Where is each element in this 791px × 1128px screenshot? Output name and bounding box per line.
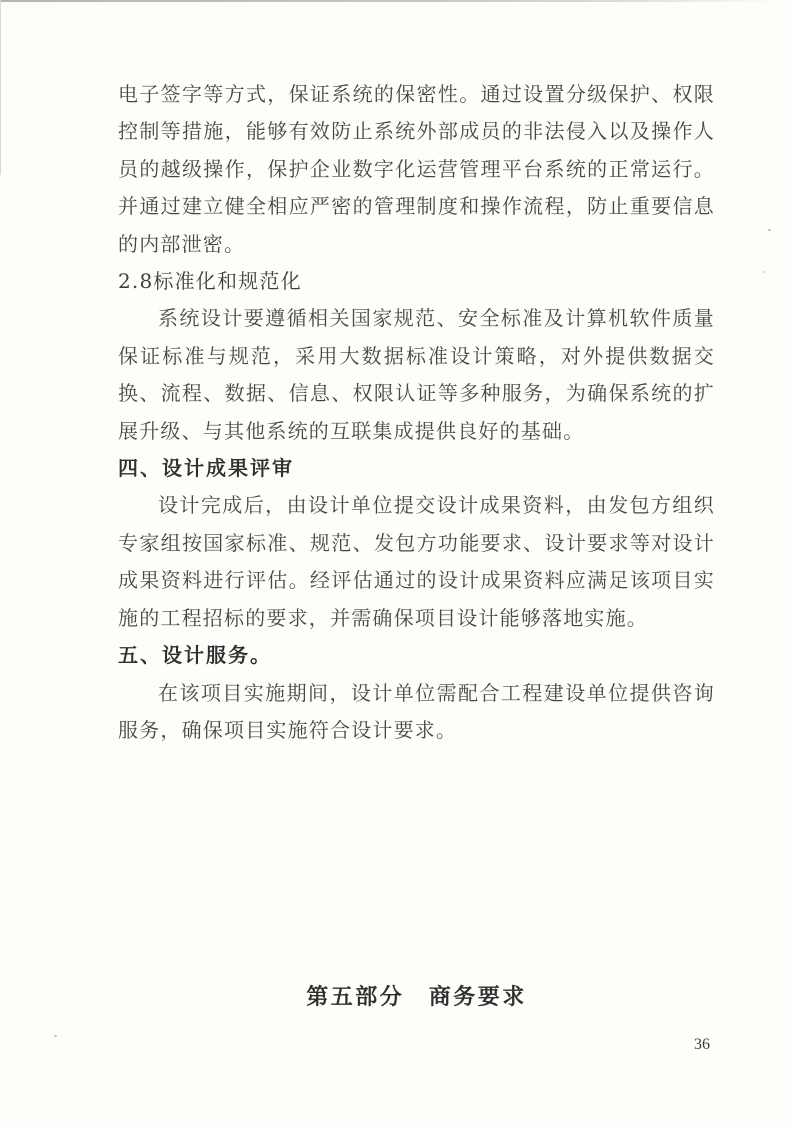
- scan-edge-left: [0, 0, 1, 175]
- scan-speck: [54, 1035, 57, 1037]
- paragraph-standardization: 系统设计要遵循相关国家规范、安全标准及计算机软件质量保证标准与规范，采用大数据标准设计策略，对外提供数据交换、流程、数据、信息、权限认证等多种服务，为确保系统的扩展升级、与其他系统的互联集成提供良好的基础。: [118, 306, 715, 443]
- subsection-heading-2-8: 2.8标准化和规范化: [118, 269, 302, 294]
- scan-edge-top: [0, 0, 782, 2]
- section-heading-5-design-service: 五、设计服务。: [118, 643, 272, 668]
- paragraph-design-review: 设计完成后，由设计单位提交设计成果资料，由发包方组织专家组按国家标准、规范、发包方功能要求、设计要求等对设计成果资料进行评估。经评估通过的设计成果资料应满足该项目实施的工程招标的要求，并需确保项目设计能够落地实施。: [118, 493, 715, 630]
- scan-speck: [763, 271, 765, 273]
- part-five-title: 第五部分 商务要求: [306, 984, 527, 1010]
- paragraph-design-service: 在该项目实施期间，设计单位需配合工程建设单位提供咨询服务，确保项目实施符合设计要求。: [118, 680, 715, 742]
- scan-speck: [768, 229, 771, 231]
- document-body: [118, 76, 715, 749]
- page-number: 36: [694, 1036, 710, 1053]
- paragraph-security-continuation: 电子签字等方式，保证系统的保密性。通过设置分级保护、权限控制等措施，能够有效防止系统外部成员的非法侵入以及操作人员的越级操作，保护企业数字化运营管理平台系统的正常运行。并通过建立健全相应严密的管理制度和操作流程，防止重要信息的内部泄密。: [118, 82, 715, 256]
- section-heading-4-design-review: 四、设计成果评审: [118, 456, 294, 481]
